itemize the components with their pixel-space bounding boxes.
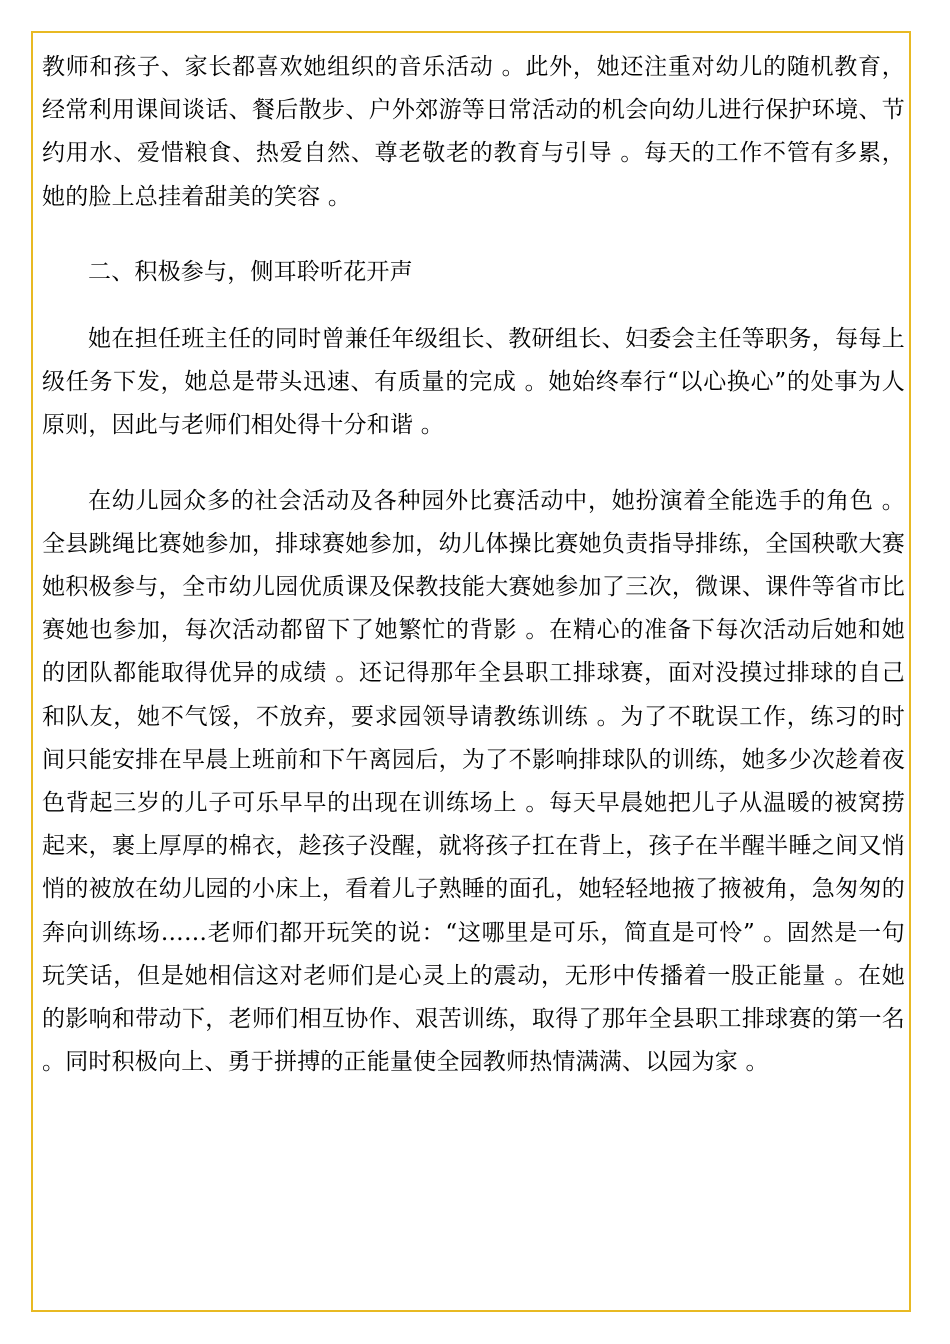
paragraph-music-activities: 教师和孩子、家长都喜欢她组织的音乐活动 。此外，她还注重对幼儿的随机教育，经常利用课间谈话、餐后散步、户外郊游等日常活动的机会向幼儿进行保护环境、节约用水、爱惜粮食、热爱自然、尊老敬老的教育与引导 。每天的工作不管有多累，她的脸上总挂着甜美的笑容 。 — [42, 54, 905, 210]
paragraph-competitions: 在幼儿园众多的社会活动及各种园外比赛活动中，她扮演着全能选手的角色 。全县跳绳比赛她参加，排球赛她参加，幼儿体操比赛她负责指导排练，全国秧歌大赛她积极参与，全市幼儿园优质课及保教技能大赛她参加了三次，微课、课件等省市比赛她也参加，每次活动都留下了她繁忙的背影 。在精心的准备下每次活动后她和她的团队都能取得优异的成绩 。还记得那年全县职工排球赛，面对没摸过排球的自己和队友，她不气馁，不放弃，要求园领导请教练训练 。为了不耽误工作，练习的时间只能安排在早晨上班前和下午离园后，为了不影响排球队的训练，她多少次趁着夜色背起三岁的儿子可乐早早的出现在训练场上 。每天早晨她把儿子从温暖的被窝捞起来，裹上厚厚的棉衣，趁孩子没醒，就将孩子扛在背上，孩子在半醒半睡之间又悄悄的被放在幼儿园的小床上，看着儿子熟睡的面孔，她轻轻地掖了掖被角，急匆匆的奔向训练场……老师们都开玩笑的说：“这哪里是可乐，简直是可怜” 。固然是一句玩笑话，但是她相信这对老师们是心灵上的震动，无形中传播着一股正能量 。在她的影响和带动下，老师们相互协作、艰苦训练，取得了那年全县职工排球赛的第一名 。同时积极向上、勇于拼搏的正能量使全园教师热情满满、以园为家 。 — [42, 487, 905, 1076]
section-heading: 二、积极参与，侧耳聆听花开声 — [88, 258, 413, 285]
document-body — [42, 46, 905, 1084]
paragraph-duties: 她在担任班主任的同时曾兼任年级组长、教研组长、妇委会主任等职务，每每上级任务下发，她总是带头迅速、有质量的完成 。她始终奉行“以心换心”的处事为人原则，因此与老师们相处得十分和谐 。 — [42, 326, 905, 439]
